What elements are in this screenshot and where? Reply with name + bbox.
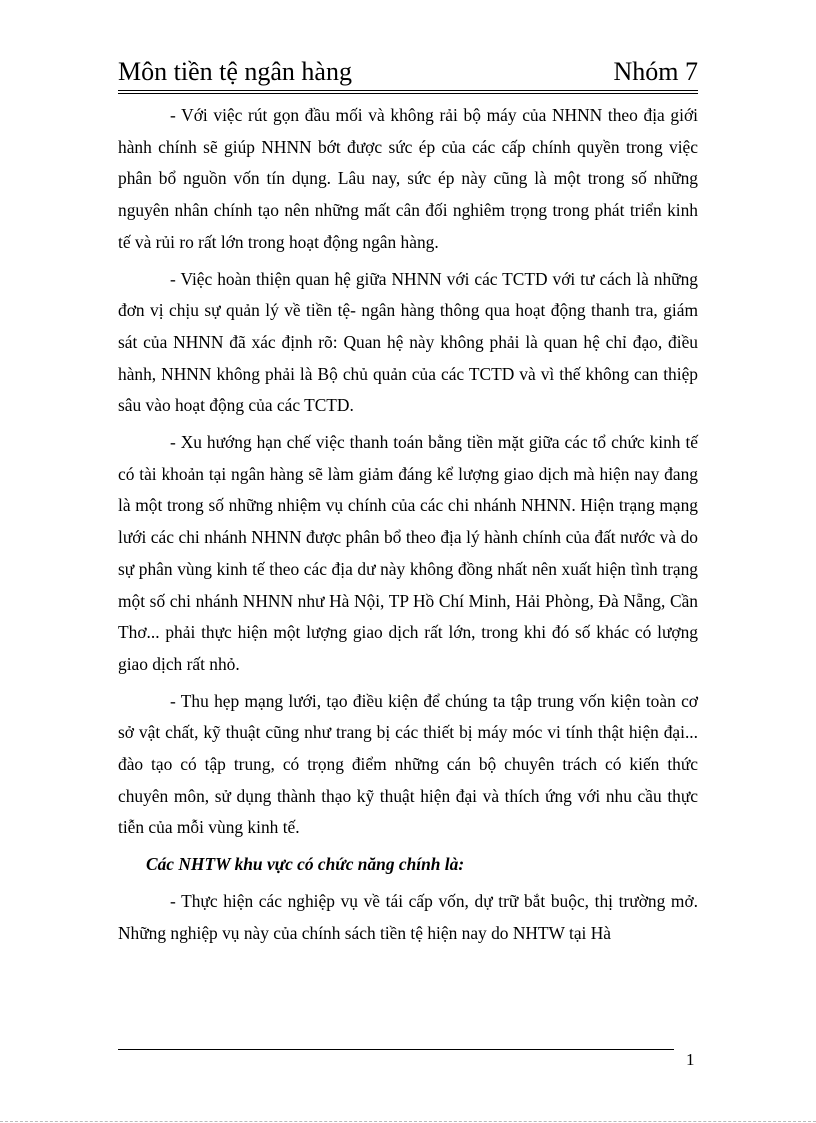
header-title: Môn tiền tệ ngân hàng <box>118 57 352 86</box>
page-number: 1 <box>686 1050 695 1069</box>
paragraph-4: - Thu hẹp mạng lưới, tạo điều kiện để chúng ta tập trung vốn kiện toàn cơ sở vật chất, kỹ thuật cũng như trang bị các thiết bị máy móc vi tính thật hiện đại... đào tạo có tập trung, có trọng điểm những cán bộ chuyên trách có kiến thức chuyên môn, sử dụng thành thạo kỹ thuật hiện đại và thích ứng với nhu cầu thực tiễn của mỗi vùng kinh tế. <box>118 690 698 838</box>
paragraph-2: - Việc hoàn thiện quan hệ giữa NHNN với các TCTD với tư cách là những đơn vị chịu sự quản lý về tiền tệ- ngân hàng thông qua hoạt động thanh tra, giám sát của NHNN đã xác định rõ: Quan hệ này không phải là quan hệ chỉ đạo, điều hành, NHNN không phải là Bộ chủ quản của các TCTD và vì thế không can thiệp sâu vào hoạt động của các TCTD. <box>118 268 698 416</box>
section-heading: Các NHTW khu vực có chức năng chính là: <box>146 854 465 875</box>
paragraph-3: - Xu hướng hạn chế việc thanh toán bằng tiền mặt giữa các tổ chức kinh tế có tài khoản tại ngân hàng sẽ làm giảm đáng kể lượng giao dịch mà hiện nay đang là một trong số những nhiệm vụ chính của các chi nhánh NHNN. Hiện trạng mạng lưới các chi nhánh NHNN được phân bổ theo địa lý hành chính của đất nước và do sự phân vùng kinh tế theo các địa dư này không đồng nhất nên xuất hiện tình trạng một số chi nhánh NHNN như Hà Nội, TP Hồ Chí Minh, Hải Phòng, Đà Nẵng, Cần Thơ... phải thực hiện một lượng giao dịch rất lớn, trong khi đó số khác có lượng giao dịch rất nhỏ. <box>118 432 698 674</box>
header-group: Nhóm 7 <box>613 57 698 86</box>
body-text <box>118 100 698 954</box>
paragraph-1: - Với việc rút gọn đầu mối và không rải bộ máy của NHNN theo địa giới hành chính sẽ giúp NHNN bớt được sức ép của các cấp chính quyền trong việc phân bổ nguồn vốn tín dụng. Lâu nay, sức ép này cũng là một trong số những nguyên nhân chính tạo nên những mất cân đối nghiêm trọng trong phát triển kinh tế và rủi ro rất lớn trong hoạt động ngân hàng. <box>118 105 698 252</box>
page-header <box>118 50 698 94</box>
footer-divider <box>118 1049 674 1050</box>
page-break-edge <box>0 1121 816 1122</box>
paragraph-5: - Thực hiện các nghiệp vụ về tái cấp vốn, dự trữ bắt buộc, thị trường mở. Những nghiệp vụ này của chính sách tiền tệ hiện nay do NHTW tại Hà <box>118 890 698 943</box>
